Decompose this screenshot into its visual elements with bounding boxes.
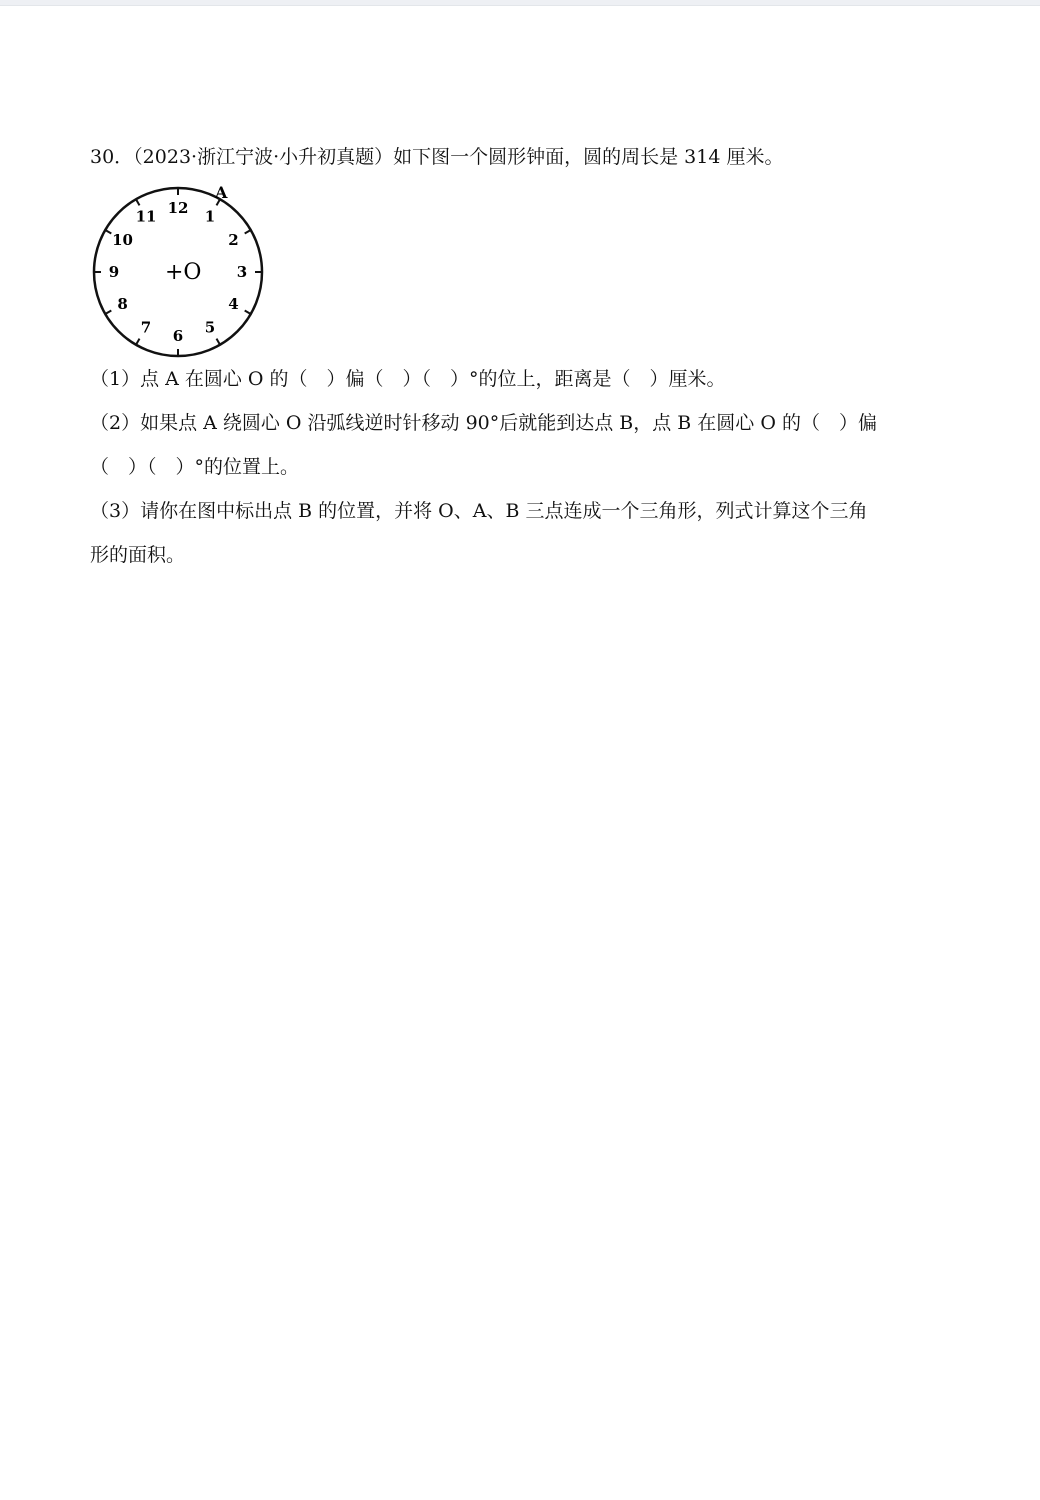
- clock-number: 3: [236, 263, 248, 281]
- question-title: 30．（2023·浙江宁波·小升初真题）如下图一个圆形钟面，圆的周长是 314 厘米。: [90, 146, 784, 168]
- center-o-label: +O: [165, 260, 202, 285]
- clock-number: 6: [172, 327, 184, 345]
- sub-question-2: [90, 408, 970, 482]
- sub-question-1: （1）点 A 在圆心 O 的（ ）偏（ ）（ ）°的位上，距离是（ ）厘米。: [90, 368, 726, 390]
- sub-question-3-line-2: 形的面积。: [90, 544, 186, 566]
- sub-question-2-line-2: （ ）（ ）°的位置上。: [90, 456, 300, 478]
- top-bar: [0, 0, 1040, 6]
- sub-question-2-line-1: （2）如果点 A 绕圆心 O 沿弧线逆时针移动 90°后就能到达点 B，点 B 在圆心 O 的（ ）偏: [90, 412, 877, 434]
- clock-number: 7: [140, 318, 152, 337]
- clock-number: 9: [108, 263, 120, 281]
- clock-number: 11: [135, 207, 157, 226]
- clock-face-figure: [90, 180, 270, 360]
- point-a-label: A: [215, 183, 228, 202]
- clock-number: 4: [228, 295, 239, 313]
- sub-question-3-line-1: （3）请你在图中标出点 B 的位置，并将 O、A、B 三点连成一个三角形，列式计算这个三角: [90, 500, 868, 522]
- clock-number: 10: [112, 231, 134, 249]
- clock-number: 1: [204, 207, 216, 226]
- clock-number: 5: [204, 318, 216, 337]
- clock-number: 12: [167, 199, 189, 217]
- sub-question-3: [90, 496, 970, 570]
- question-block: [90, 142, 970, 570]
- clock-number: 8: [117, 295, 128, 313]
- clock-number: 2: [228, 231, 239, 249]
